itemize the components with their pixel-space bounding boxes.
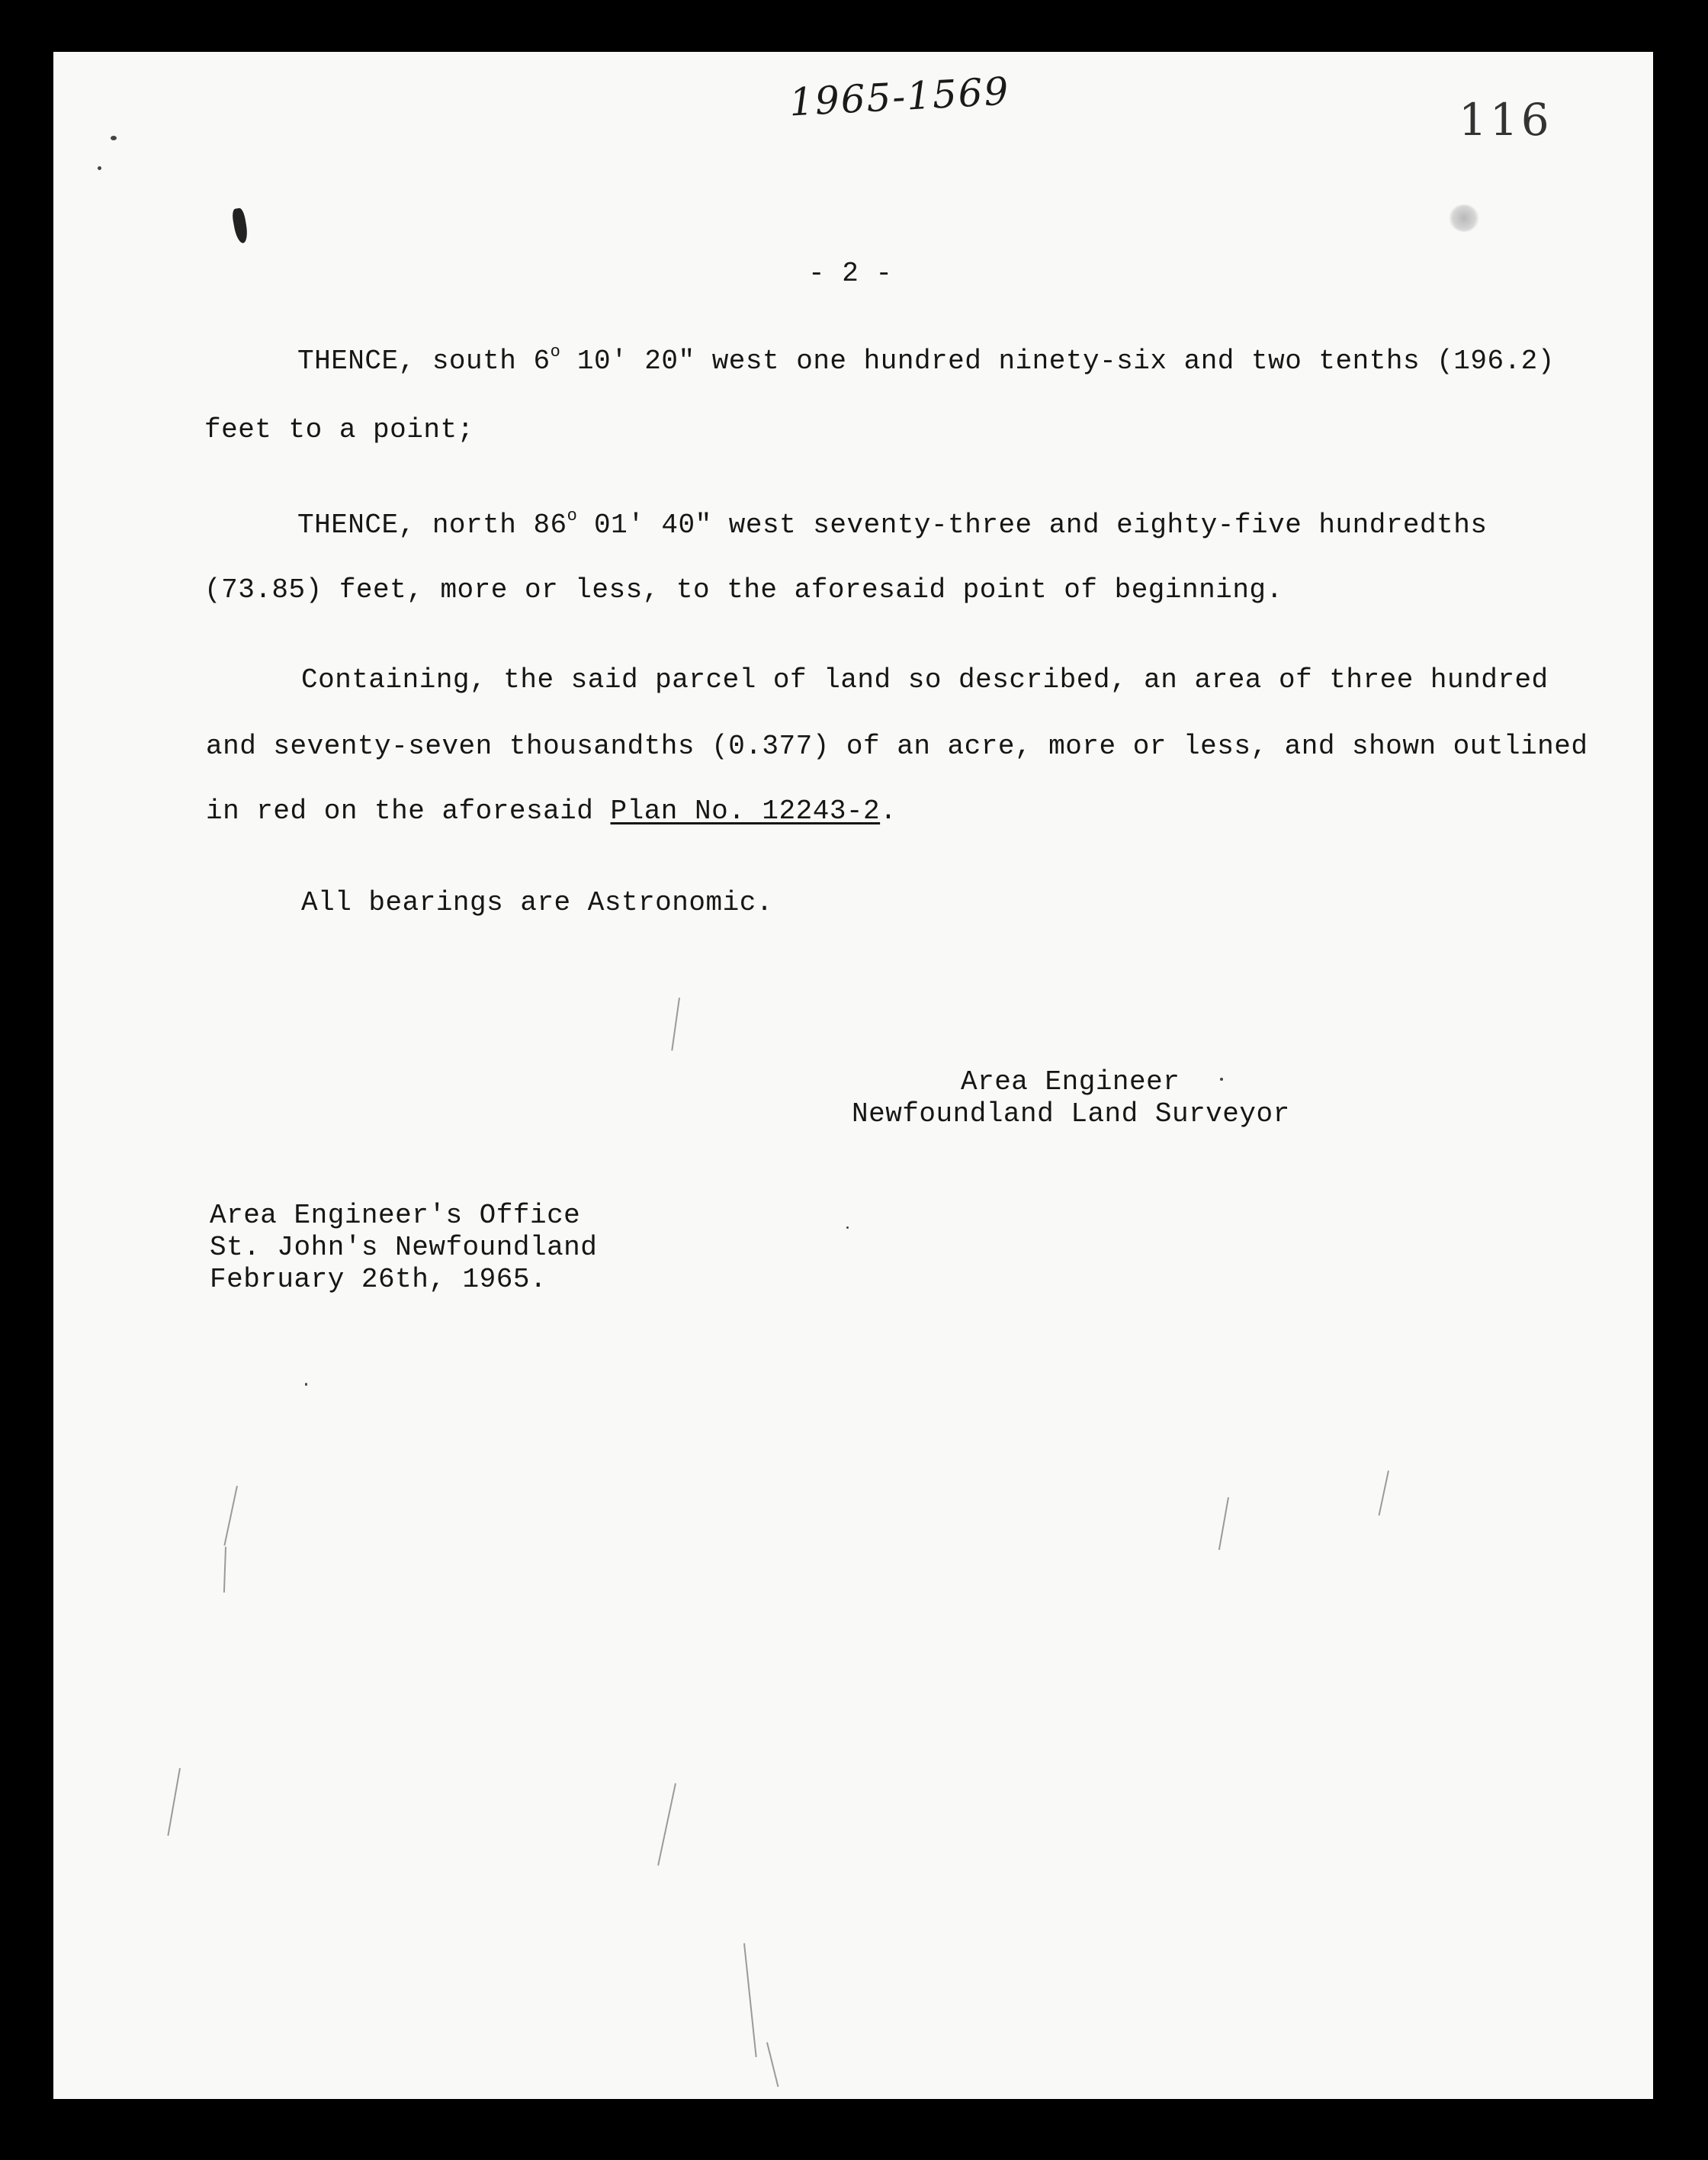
signature-title-line-2: Newfoundland Land Surveyor (852, 1098, 1290, 1130)
paragraph-1-line-2: feet to a point; (204, 414, 474, 445)
handwritten-reference: 1965-1569 (788, 69, 1011, 125)
scan-speck (846, 1226, 849, 1229)
scan-blemish-left (231, 207, 249, 244)
scan-scratch (671, 998, 680, 1051)
degree-sign: o (567, 506, 577, 526)
scan-scratch (223, 1547, 226, 1593)
paragraph-2-line-2: (73.85) feet, more or less, to the aforesaid point of beginning. (204, 574, 1283, 606)
scan-speck (98, 166, 101, 170)
p3-text-end: . (880, 796, 897, 827)
p2-text-b: 01' 40" west seventy-three and eighty-five hundredths (576, 509, 1488, 541)
scan-scratch (657, 1783, 676, 1866)
office-line-1: Area Engineer's Office (210, 1200, 581, 1231)
p2-text-a: THENCE, north 86 (297, 509, 567, 541)
signature-title-line-1: Area Engineer (961, 1066, 1180, 1098)
scan-scratch (1218, 1497, 1229, 1550)
scan-speck (1220, 1078, 1223, 1081)
scan-scratch (743, 1943, 757, 2057)
scan-blemish-right (1449, 204, 1479, 232)
paper-sheet (53, 52, 1653, 2099)
plan-reference: Plan No. 12243-2 (610, 796, 881, 827)
degree-sign: o (550, 342, 560, 362)
p1-text-b: 10' 20" west one hundred ninety-six and two tenths (196.2) (560, 346, 1555, 377)
paragraph-1-line-1 (297, 342, 1555, 381)
scan-scratch (167, 1768, 181, 1836)
p1-text-a: THENCE, south 6 (297, 346, 551, 377)
page-marker: - 2 - (808, 258, 893, 289)
paragraph-4-line-1: All bearings are Astronomic. (301, 887, 773, 918)
office-line-2: St. John's Newfoundland (210, 1232, 598, 1263)
page-number-stamp: 116 (1459, 94, 1552, 146)
scan-scratch (223, 1486, 238, 1546)
scan-speck (305, 1383, 307, 1386)
date-line: February 26th, 1965. (210, 1264, 547, 1295)
paragraph-3-line-1: Containing, the said parcel of land so described, an area of three hundred (301, 664, 1549, 696)
scan-speck (111, 136, 117, 140)
paragraph-3-line-2: and seventy-seven thousandths (0.377) of an acre, more or less, and shown outlined (206, 731, 1588, 762)
paragraph-3-line-3 (206, 796, 897, 828)
paragraph-2-line-1 (297, 506, 1488, 545)
p3-text-a: in red on the aforesaid (206, 796, 611, 827)
scan-scratch (766, 2043, 779, 2088)
scan-scratch (1379, 1471, 1389, 1516)
